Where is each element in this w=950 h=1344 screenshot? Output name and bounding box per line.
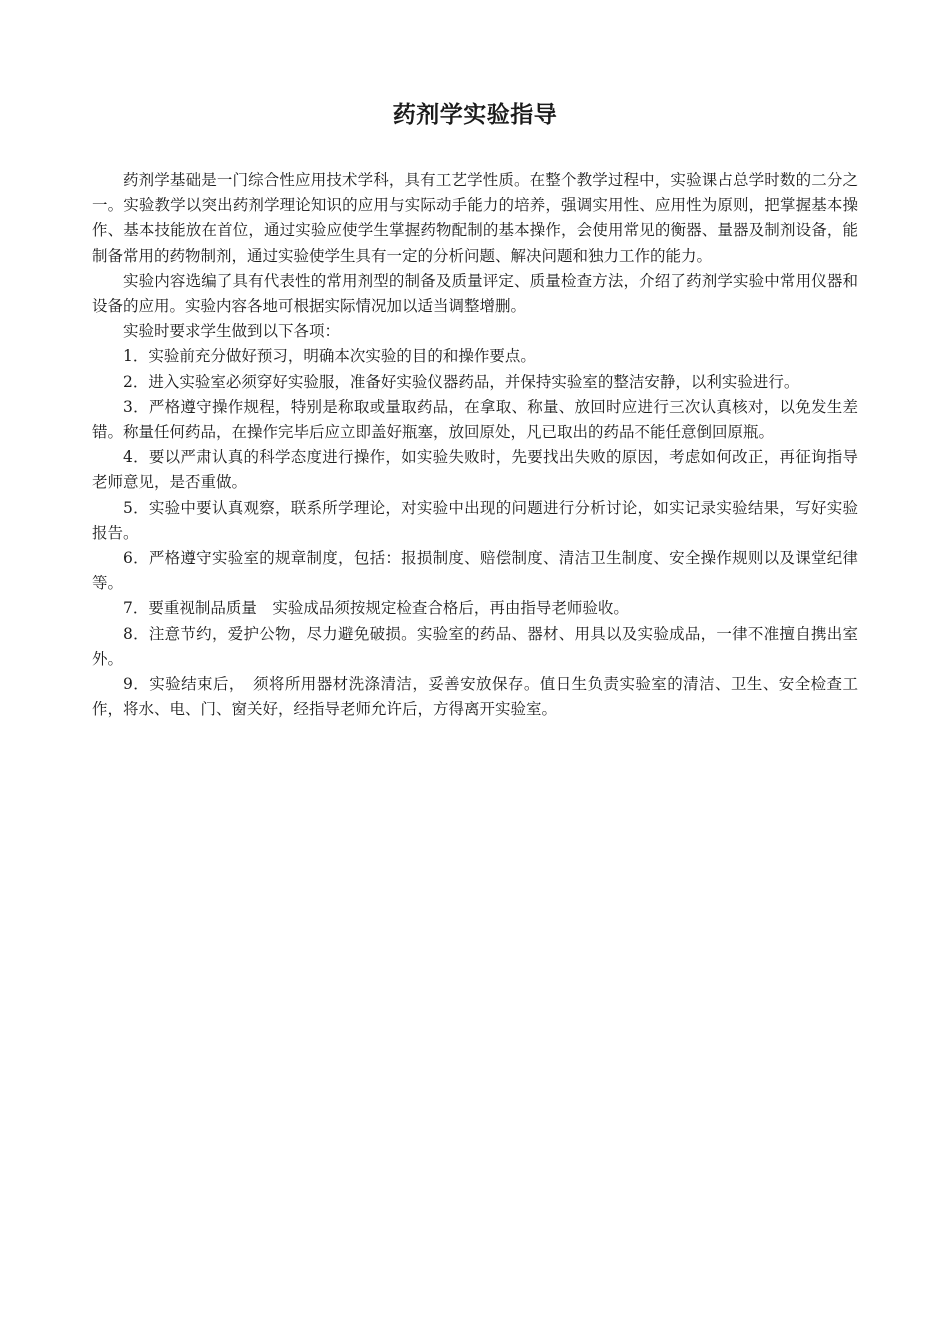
requirement-item-9: 9．实验结束后， 须将所用器材洗涤清洁，妥善安放保存。值日生负责实验室的清洁、卫生、安全检查工作，将水、电、门、窗关好，经指导老师允许后，方得离开实验室。 [92, 675, 858, 719]
requirement-item-1: 1．实验前充分做好预习，明确本次实验的目的和操作要点。 [123, 347, 536, 366]
document-body [92, 168, 858, 722]
requirements-heading: 实验时要求学生做到以下各项： [123, 322, 341, 341]
requirement-item-2: 2．进入实验室必须穿好实验服，准备好实验仪器药品，并保持实验室的整洁安静，以利实验进行。 [123, 372, 800, 391]
requirement-item-5: 5．实验中要认真观察，联系所学理论，对实验中出现的问题进行分析讨论，如实记录实验结果，写好实验报告。 [92, 498, 858, 542]
content-paragraph: 实验内容选编了具有代表性的常用剂型的制备及质量评定、质量检查方法，介绍了药剂学实验中常用仪器和设备的应用。实验内容各地可根据实际情况加以适当调整增删。 [92, 271, 858, 316]
requirement-item-3: 3．严格遵守操作规程，特别是称取或量取药品，在拿取、称量、放回时应进行三次认真核对，以免发生差错。称量任何药品，在操作完毕后应立即盖好瓶塞，放回原处，凡已取出的药品不能任意倒回原瓶。 [92, 397, 858, 442]
requirement-item-7: 7．要重视制品质量 实验成品须按规定检查合格后，再由指导老师验收。 [123, 599, 629, 618]
document-title: 药剂学实验指导 [392, 102, 558, 128]
intro-paragraph: 药剂学基础是一门综合性应用技术学科，具有工艺学性质。在整个教学过程中，实验课占总学时数的二分之一。实验教学以突出药剂学理论知识的应用与实际动手能力的培养，强调实用性、应用性为原则，把掌握基本操作、基本技能放在首位，通过实验应使学生掌握药物配制的基本操作，会使用常见的衡器、量器及制剂设备，能制备常用的药物制剂，通过实验使学生具有一定的分析问题、解决问题和独力工作的能力。 [92, 171, 858, 265]
requirement-item-6: 6．严格遵守实验室的规章制度，包括：报损制度、赔偿制度、清洁卫生制度、安全操作规则以及课堂纪律等。 [92, 549, 858, 593]
requirement-item-8: 8．注意节约，爱护公物，尽力避免破损。实验室的药品、器材、用具以及实验成品，一律不准擅自携出室外。 [92, 624, 858, 668]
document-page [92, 100, 858, 722]
requirement-item-4: 4．要以严肃认真的科学态度进行操作，如实验失败时，先要找出失败的原因，考虑如何改正，再征询指导老师意见，是否重做。 [92, 448, 858, 492]
